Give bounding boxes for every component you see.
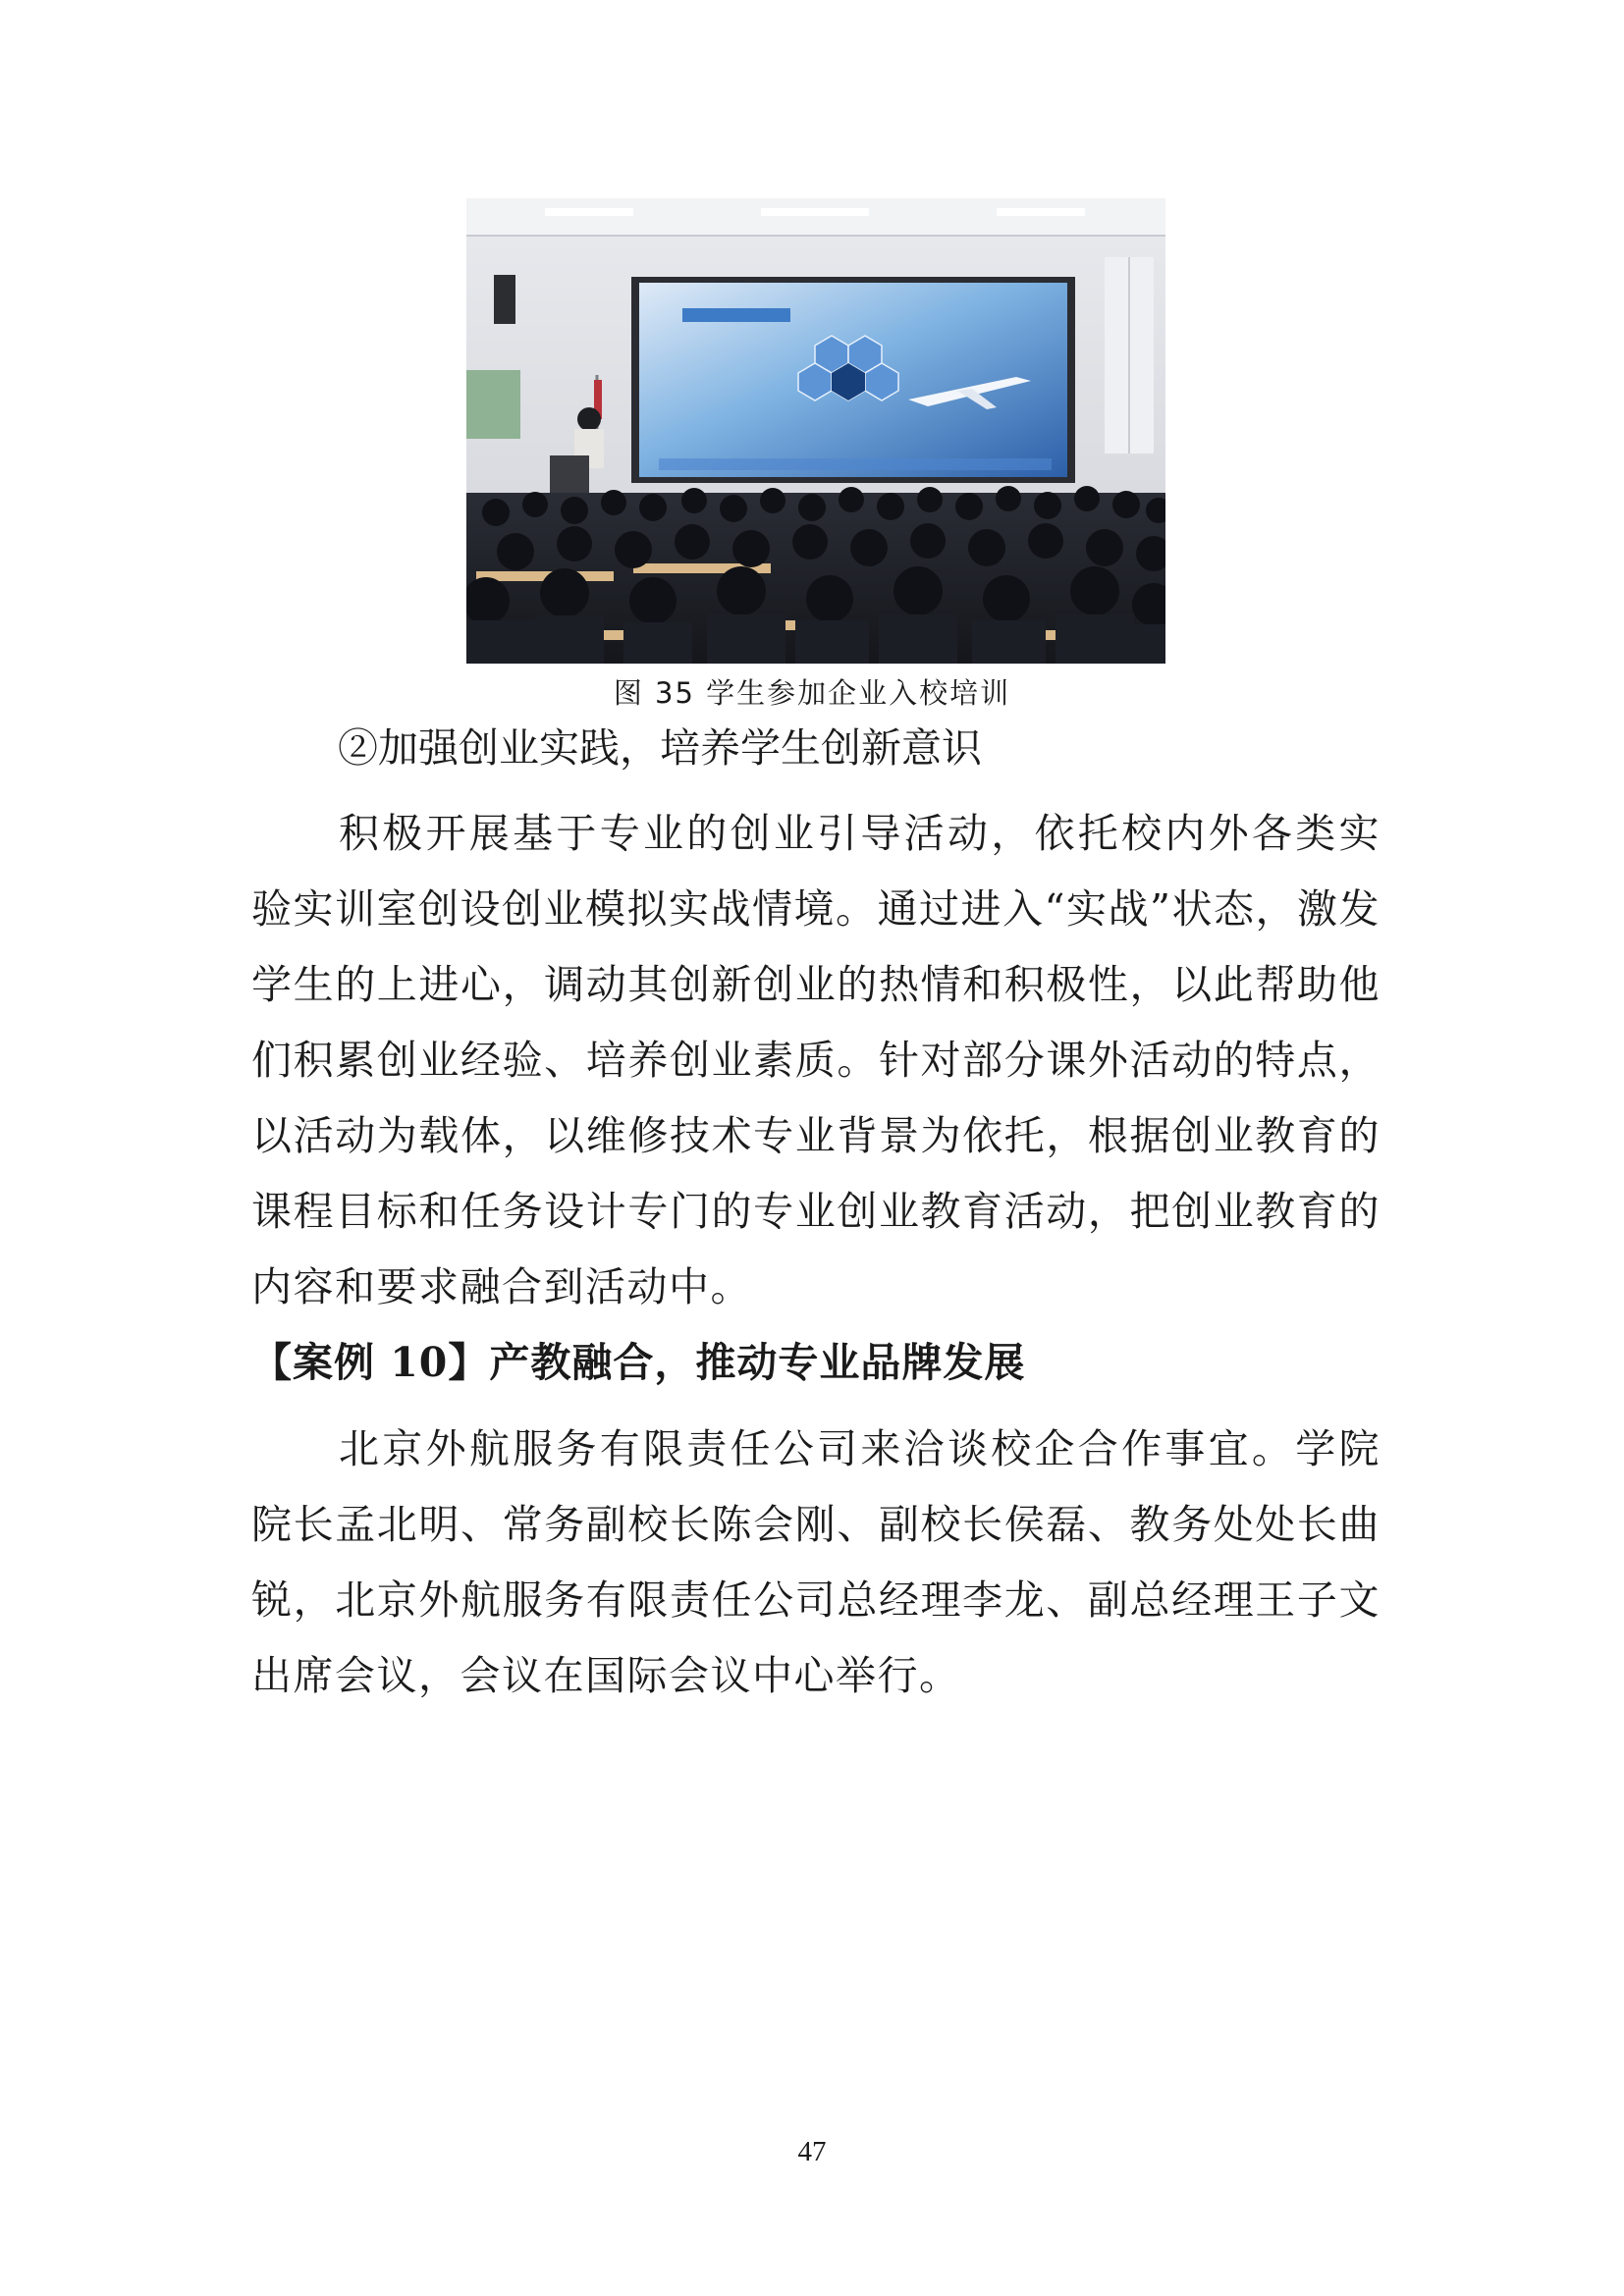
subheading: ②加强创业实践，培养学生创新意识: [338, 724, 982, 772]
paragraph-case: 北京外航服务有限责任公司来洽谈校企合作事宜。学院院长孟北明、常务副校长陈会刚、副校长侯磊、教务处处长曲锐，北京外航服务有限责任公司总经理李龙、副总经理王子文出席会议，会议在国际会议中心举行。: [251, 1425, 1380, 1699]
training-photo: [466, 198, 1165, 664]
case-heading: 【案例 10】产教融合，推动专业品牌发展: [251, 1339, 1026, 1386]
page-number: 47: [797, 2136, 827, 2167]
figure-caption: 图 35 学生参加企业入校培训: [613, 676, 1011, 710]
paragraph-entrepreneurship: 积极开展基于专业的创业引导活动，依托校内外各类实验实训室创设创业模拟实战情境。通过进入“实战”状态，激发学生的上进心，调动其创新创业的热情和积极性，以此帮助他们积累创业经验、培养创业素质。针对部分课外活动的特点，以活动为载体，以维修技术专业背景为依托，根据创业教育的课程目标和任务设计专门的专业创业教育活动，把创业教育的内容和要求融合到活动中。: [251, 810, 1380, 1310]
